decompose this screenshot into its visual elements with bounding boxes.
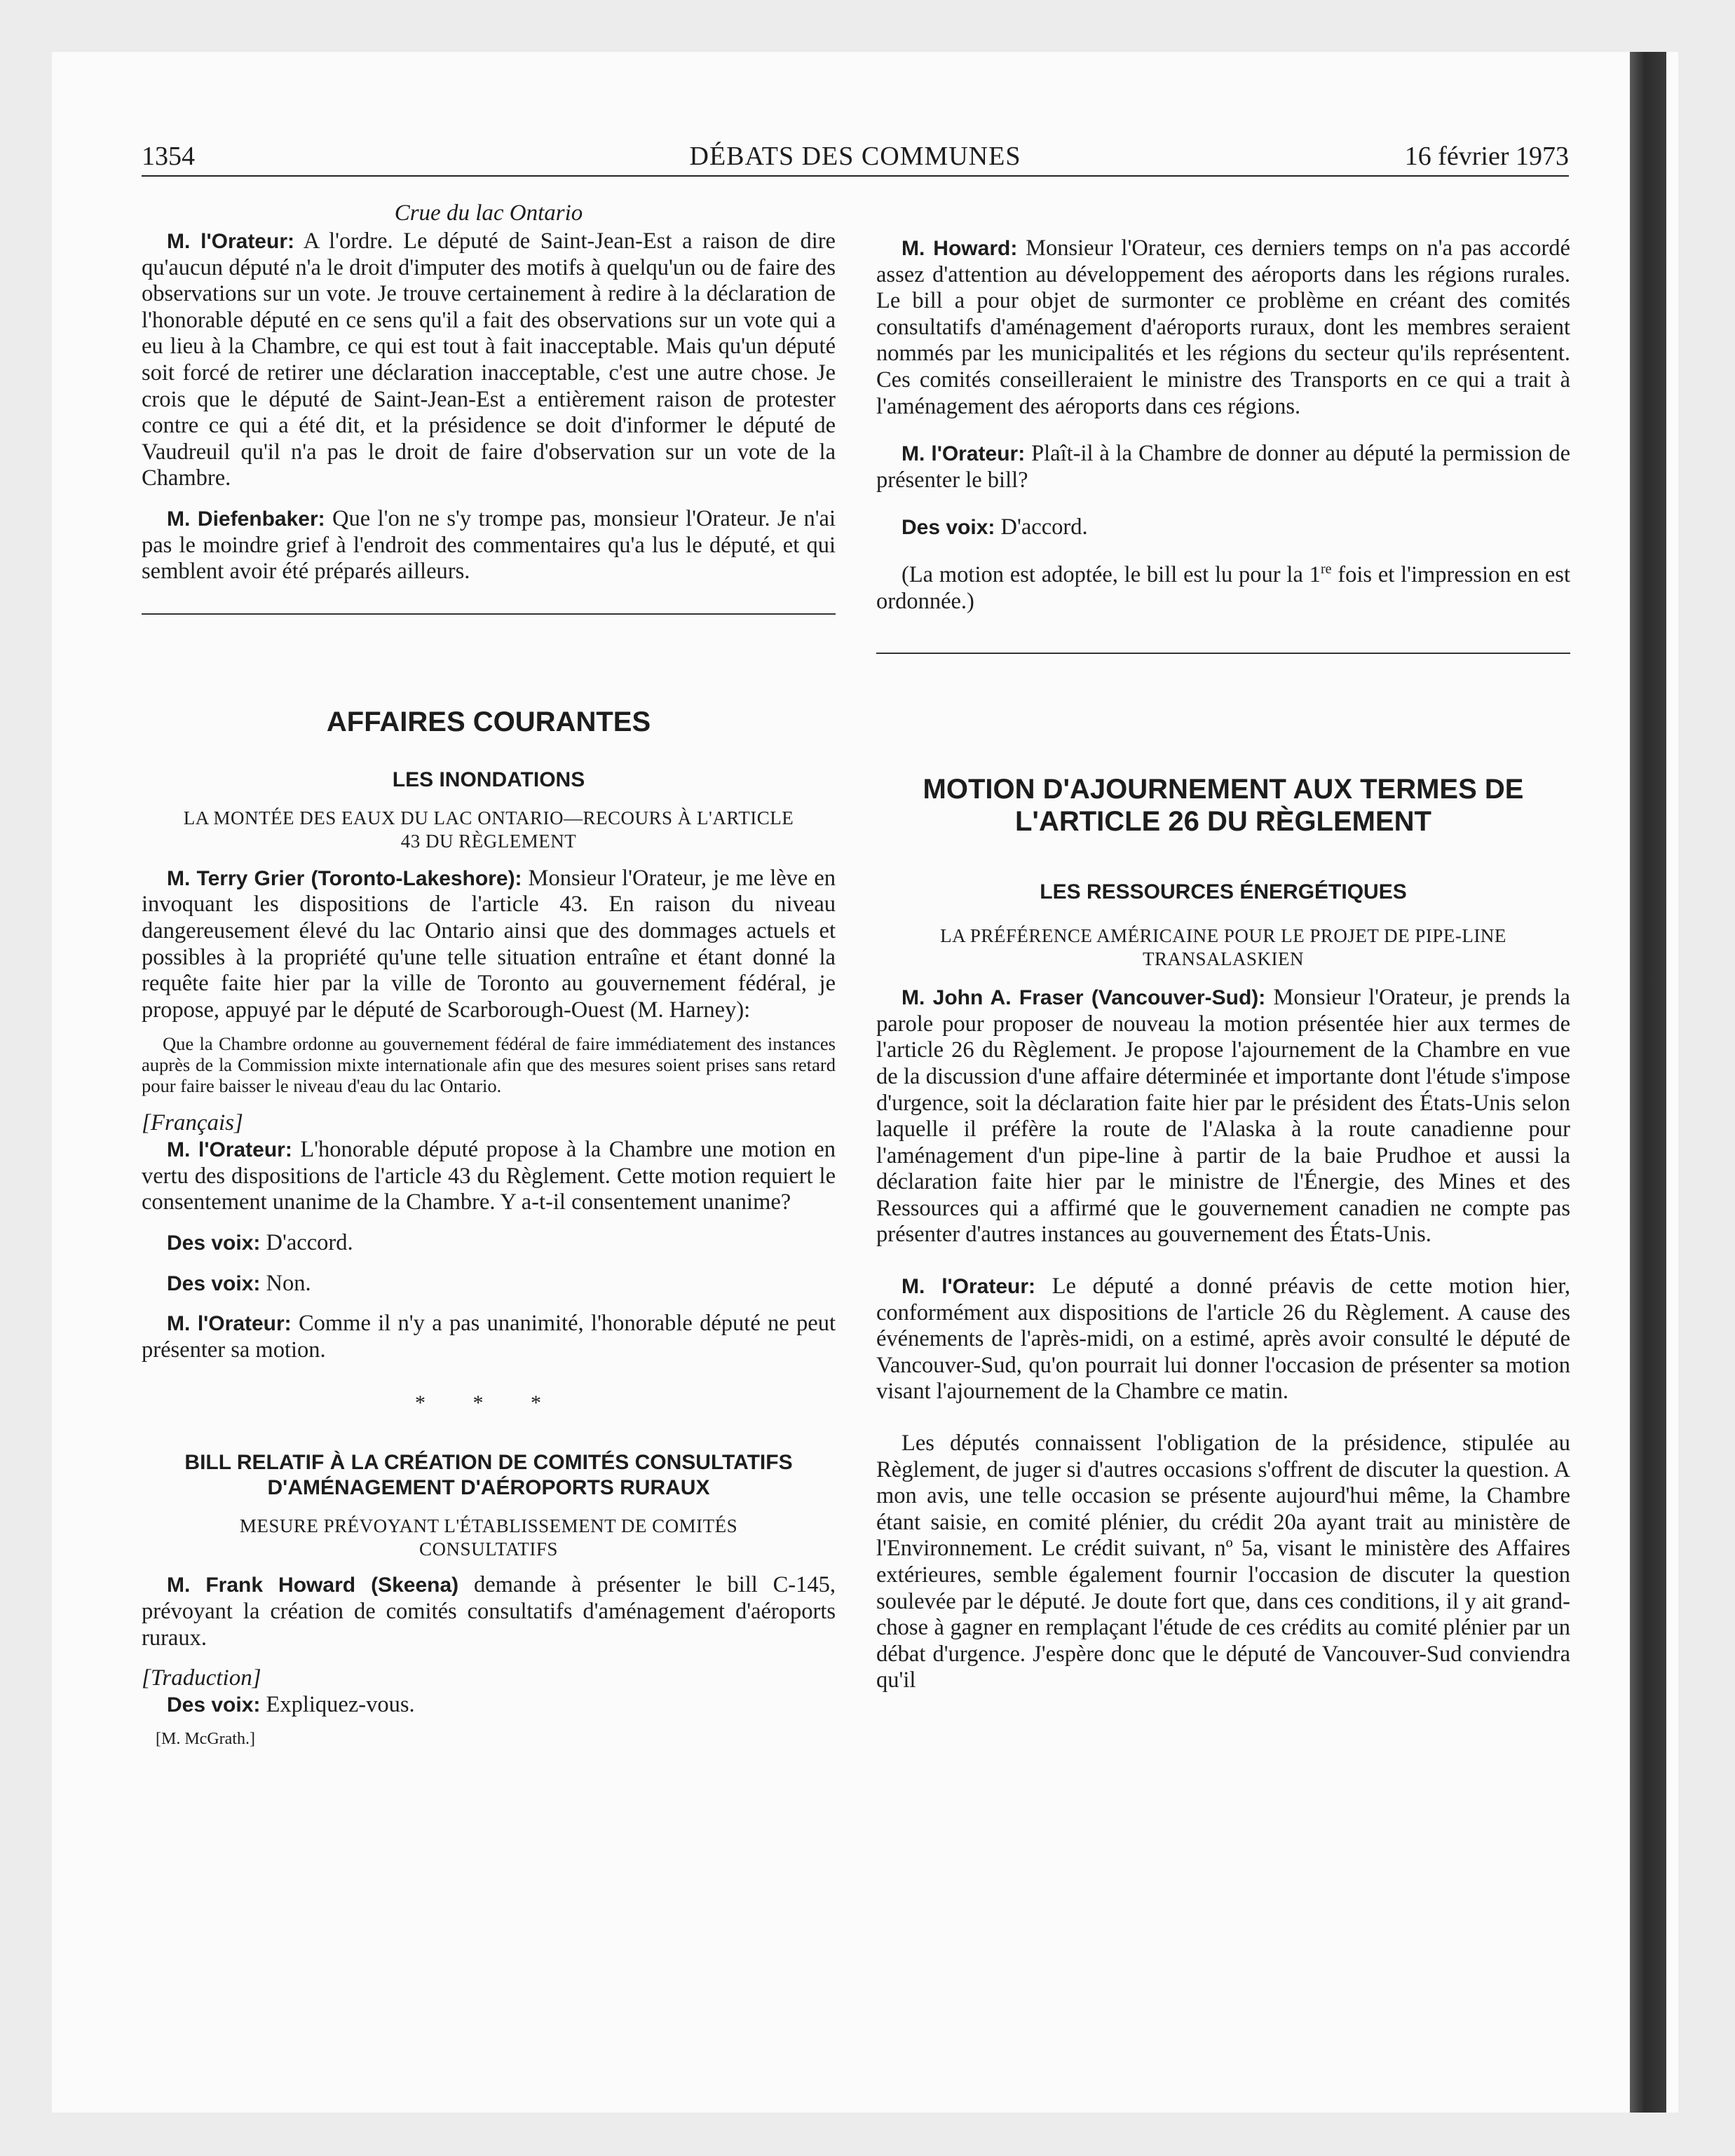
speech-text: Monsieur l'Orateur, je me lève en invoquant les dispositions de l'article 43. En raison du niveau dangereusement élevé du lac Ontario ainsi que des dommages actuels et possibles à la propriété qu'une telle situation entraîne et étant donné la requête faite hier par la ville de Toronto au gouvernement fédéral, je propose, appuyé par le député de Scarborough-Ouest (M. Harney): [142, 865, 836, 1023]
language-marker-traduction: [Traduction] [142, 1665, 261, 1691]
page-title: DÉBATS DES COMMUNES [689, 142, 1021, 171]
speaker: Des voix: [167, 1693, 261, 1717]
paragraph [876, 441, 1570, 493]
speech-text: Le député a donné préavis de cette motion hier, conformément aux dispositions de l'article 26 du Règlement. A cause des événements de l'après-midi, on a estimé, après avoir consulté le député de Vancouver-Sud, qu'on pourrait lui donner l'occasion de présenter sa motion visant l'ajournement de la Chambre ce matin. [876, 1274, 1570, 1405]
binding-edge [1630, 52, 1666, 2113]
speech-text: D'accord. [995, 514, 1088, 540]
page-header [142, 140, 1569, 177]
speech-text: A l'ordre. Le député de Saint-Jean-Est a raison de dire qu'aucun député n'a le droit d'imputer des motifs à quelqu'un ou de faire des observations sur un vote. Je trouve certainement à redire à la déclaration de l'honorable député en ce sens qu'il a fait des observations sur un vote qui a eu lieu à la Chambre, ce qui est tout à fait inacceptable. Mais qu'un député soit forcé de retirer une déclaration inacceptable, c'est une autre chose. Je crois que le député de Saint-Jean-Est a entièrement raison de protester contre ce qui a été dit, et la présidence se doit d'informer le député de Vaudreuil qu'il n'a pas le droit de faire d'observation sur un vote de la Chambre. [142, 228, 836, 491]
subheading-mesure: MESURE PRÉVOYANT L'ÉTABLISSEMENT DE COMITÉS CONSULTATIFS [239, 1515, 738, 1560]
paragraph [142, 1230, 836, 1257]
speaker-footnote: [M. McGrath.] [156, 1729, 255, 1748]
speech-text: Plaît-il à la Chambre de donner au député la permission de présenter le bill? [876, 441, 1570, 493]
heading-inondations: LES INONDATIONS [392, 767, 585, 791]
motion-quote: Que la Chambre ordonne au gouvernement fédéral de faire immédiatement des instances auprès de la Commission mixte internationale afin que des mesures soient prises sans retard pour faire baisser le niveau d'eau du lac Ontario. [142, 1033, 836, 1097]
language-marker-francais: [Français] [142, 1110, 243, 1136]
speaker: M. l'Orateur: [167, 230, 294, 253]
speaker: M. Diefenbaker: [167, 507, 325, 531]
right-column [876, 236, 1570, 1694]
paragraph: Les députés connaissent l'obligation de la présidence, stipulée au Règlement, de juger si d'autres occasions s'offrent de discuter la question. A mon avis, une telle occasion se présente aujourd'hui même, la Chambre étant saisie, en comité plénier, du crédit 20a ayant trait au ministère de l'Environnement. Le crédit suivant, nº 5a, visant le ministère des Affaires extérieures, semble également fournir l'occasion de discuter la question soulevée par le député. Je doute fort que, dans ces conditions, il y ait grand-chose à gagner en remplaçant l'étude de ces crédits au comité plénier par un débat d'urgence. J'espère donc que le député de Vancouver-Sud conviendra qu'il [876, 1431, 1570, 1693]
speech-text: Expliquez-vous. [260, 1692, 415, 1718]
speaker: M. Terry Grier (Toronto-Lakeshore): [167, 866, 522, 890]
paragraph-motion-adopted [876, 562, 1570, 615]
paragraph [142, 228, 836, 492]
paragraph [876, 514, 1570, 541]
paragraph [142, 1692, 836, 1719]
superscript: re [1320, 561, 1332, 578]
speaker: Des voix: [901, 516, 995, 540]
heading-ressources-energetiques: LES RESSOURCES ÉNERGÉTIQUES [1040, 880, 1407, 904]
speech-text: Non. [260, 1270, 311, 1296]
section-divider [876, 653, 1570, 654]
paragraph [876, 985, 1570, 1248]
procedural-text: fois et l'impression en est ordonnée.) [876, 561, 1570, 614]
paragraph [142, 506, 836, 585]
paragraph [876, 236, 1570, 420]
speech-text: Monsieur l'Orateur, ces derniers temps on n'a pas accordé assez d'attention au développement des aéroports dans les régions rurales. Le bill a pour objet de surmonter ce problème en créant des comités consultatifs d'aménagement d'aéroports ruraux, dont les membres seraient nommés par les municipalités et les régions du secteur qu'ils représentent. Ces comités conseilleraient le ministre des Transports en ce qui a trait à l'aménagement des aéroports dans ces régions. [876, 236, 1570, 419]
speaker: M. l'Orateur: [167, 1312, 292, 1336]
speech-text: Que l'on ne s'y trompe pas, monsieur l'Orateur. Je n'ai pas le moindre grief à l'endroit des commentaires qu'a lus le député, et qui semblent avoir été préparés ailleurs. [142, 505, 836, 585]
speech-text: demande à présenter le bill C-145, prévoyant la création de comités consultatifs d'aménagement d'aéroports ruraux. [142, 1572, 836, 1651]
subheading-montee-des-eaux: LA MONTÉE DES EAUX DU LAC ONTARIO—RECOURS À L'ARTICLE 43 DU RÈGLEMENT [183, 807, 794, 852]
speaker: M. l'Orateur: [901, 1275, 1036, 1299]
speaker: M. John A. Fraser (Vancouver-Sud): [901, 986, 1266, 1010]
speaker: M. Howard: [901, 237, 1018, 260]
paragraph [142, 1137, 836, 1216]
paragraph [142, 1311, 836, 1363]
speaker: M. l'Orateur: [167, 1138, 292, 1162]
speech-text: Monsieur l'Orateur, je prends la parole pour proposer de nouveau la motion présentée hier aux termes de l'article 26 du Règlement. Je propose l'ajournement de la Chambre en vue de la discussion d'une affaire déterminée et importante dont l'étude s'impose d'urgence, soit la déclaration faite hier par le président des États-Unis selon laquelle il préfère la route de l'Alaska à la route canadienne pour l'aménagement d'un pipe-line à partir de la baie Prudhoe et aussi la déclaration faite hier par le ministre de l'Énergie, des Mines et des Ressources qui a affirmé que le gouvernement canadien ne compte pas présenter d'autres instances au gouvernement des États-Unis. [876, 985, 1570, 1248]
procedural-text: (La motion est adoptée, le bill est lu pour la 1 [901, 561, 1321, 587]
speaker: Des voix: [167, 1271, 261, 1295]
heading-affaires-courantes: AFFAIRES COURANTES [326, 706, 651, 737]
speech-text: D'accord. [260, 1230, 353, 1256]
speech-text: Comme il n'y a pas unanimité, l'honorable député ne peut présenter sa motion. [142, 1311, 836, 1363]
speaker: M. Frank Howard (Skeena) [167, 1574, 459, 1597]
speaker: Des voix: [167, 1231, 261, 1255]
section-title-crue: Crue du lac Ontario [394, 200, 583, 226]
left-column [142, 196, 836, 1749]
subheading-preference-americaine: LA PRÉFÉRENCE AMÉRICAINE POUR LE PROJET DE PIPE-LINE TRANSALASKIEN [940, 925, 1506, 970]
speech-text: L'honorable député propose à la Chambre une motion en vertu des dispositions de l'article 43 du Règlement. Cette motion requiert le consentement unanime de la Chambre. Y a-t-il consentement unanime? [142, 1137, 836, 1215]
paragraph [142, 1572, 836, 1651]
speaker: M. l'Orateur: [901, 442, 1026, 466]
paragraph [142, 1271, 836, 1297]
paragraph [876, 1274, 1570, 1405]
heading-motion-ajournement: MOTION D'AJOURNEMENT AUX TERMES DE L'ARTICLE 26 DU RÈGLEMENT [923, 774, 1524, 838]
page-number: 1354 [142, 142, 195, 171]
heading-bill-comites: BILL RELATIF À LA CRÉATION DE COMITÉS CONSULTATIFS D'AMÉNAGEMENT D'AÉROPORTS RURAUX [184, 1451, 793, 1500]
section-divider [142, 613, 836, 615]
paragraph [142, 866, 836, 1024]
section-separator-stars: * * * [415, 1391, 562, 1415]
page-date: 16 février 1973 [1404, 142, 1569, 171]
